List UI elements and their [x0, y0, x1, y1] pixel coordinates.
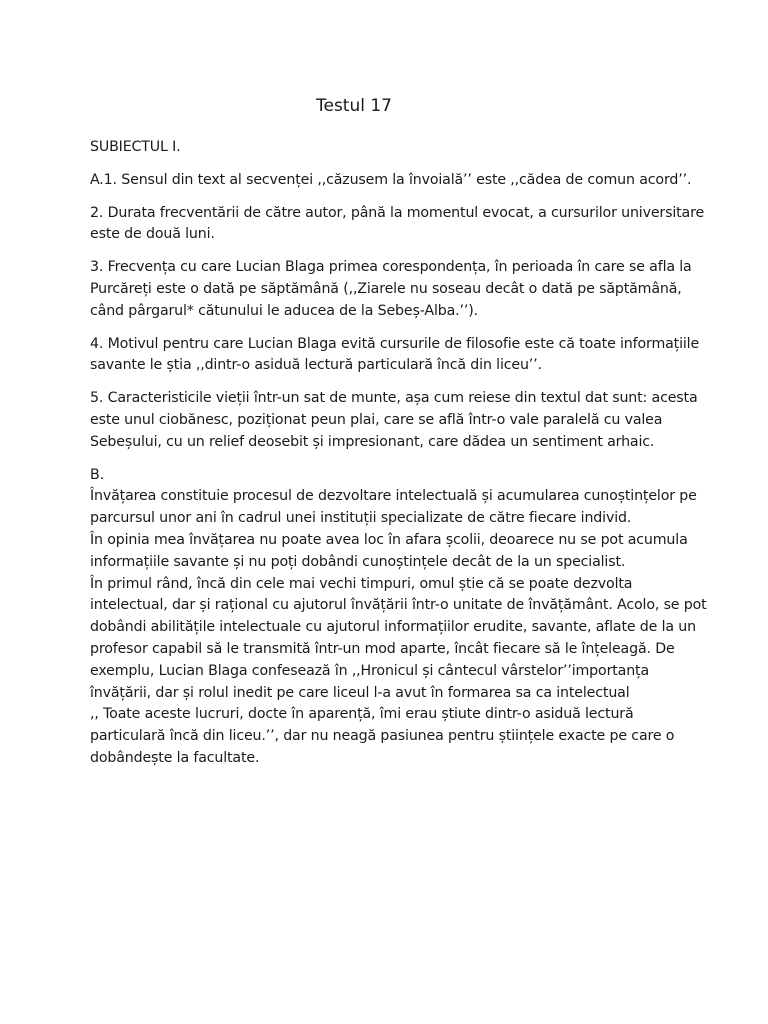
subject-heading: SUBIECTUL I. — [90, 139, 181, 155]
answer-a1: A.1. Sensul din text al secvenței ,,căzusem la învoială’’ este ,,cădea de comun acord’’. — [90, 171, 692, 188]
section-b-paragraph: În primul rând, încă din cele mai vechi timpuri, omul știe că se poate dezvolta intelectual, dar și rațional cu ajutorul învățării într-o unitate de învățământ. Acolo, se pot dobândi abilitățile intelectuale cu ajutorul informațiilor erudite, savante, aflate de la un profesor capabil să le transmită într-un mod aparte, încât fiecare să le înțeleagă. De exemplu, Lucian Blaga confesează în ,,Hronicul și cântecul vârstelor’’importanța învățării, dar și rolul inedit pe care liceul l-a avut în formarea sa ca intelectual — [90, 575, 707, 701]
section-b-paragraph: ,, Toate aceste lucruri, docte în aparență, îmi erau știute dintr-o asiduă lectură particulară încă din liceu.’’, dar nu neagă pasiunea pentru științele exacte pe care o dobândește la facultate. — [90, 706, 675, 766]
answer-3: 3. Frecvența cu care Lucian Blaga primea corespondența, în perioada în care se afla la Purcăreți este o dată pe săptămână (,,Ziarele nu soseau decât o dată pe săptămână, când pârgarul* cătunului le aducea de la Sebeș-Alba.’’). — [90, 259, 692, 319]
section-b-label: B. — [90, 466, 104, 483]
section-b-paragraph: Învățarea constituie procesul de dezvoltare intelectuală și acumularea cunoștințelor pe parcursul unor ani în cadrul unei instituții specializate de către fiecare individ. — [90, 488, 697, 527]
page-title: Testul 17 — [315, 96, 392, 116]
answer-5: 5. Caracteristicile vieții într-un sat de munte, așa cum reiese din textul dat sunt: acesta este unul ciobănesc, poziționat peun plai, care se află într-o vale paralelă cu valea Sebeșului, cu un relief deosebit și impresionant, care dădea un sentiment arhaic. — [90, 390, 698, 450]
answer-2: 2. Durata frecventării de către autor, până la momentul evocat, a cursurilor universitare este de două luni. — [90, 204, 705, 243]
section-b-paragraph: În opinia mea învățarea nu poate avea loc în afara școlii, deoarece nu se pot acumula informațiile savante și nu poți dobândi cunoștințele decât de la un specialist. — [90, 531, 688, 570]
section-b — [90, 465, 712, 770]
answer-4: 4. Motivul pentru care Lucian Blaga evită cursurile de filosofie este că toate informațiile savante le știa ,,dintr-o asiduă lectură particulară încă din liceu’’. — [90, 335, 700, 374]
document-body — [90, 137, 712, 770]
